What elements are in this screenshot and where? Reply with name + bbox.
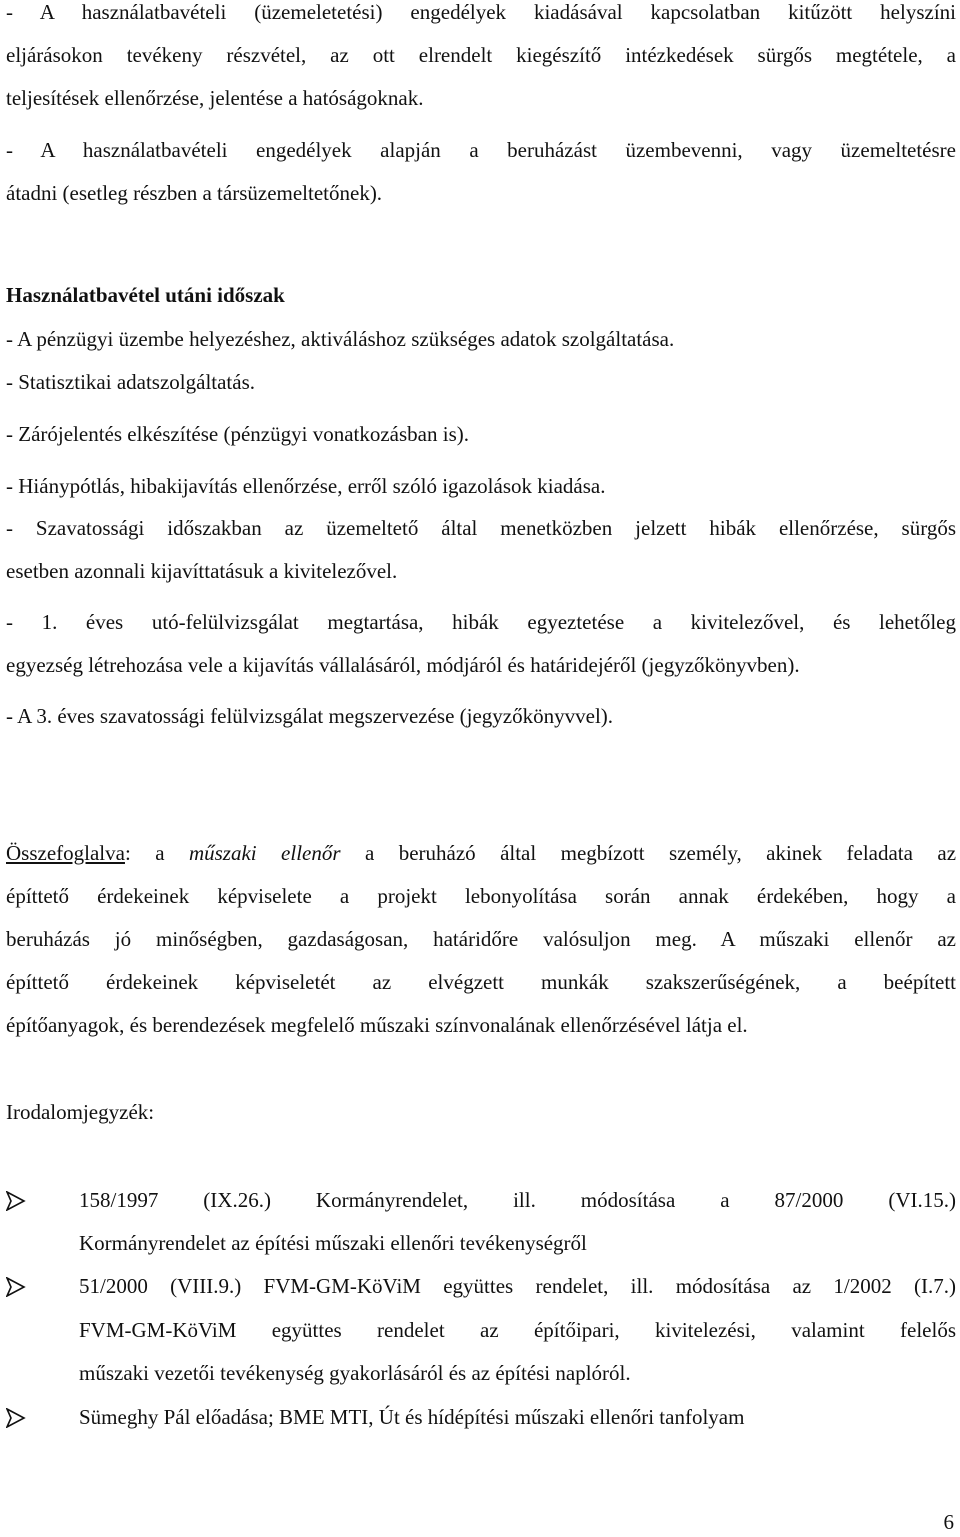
list-item-continuation: egyezség létrehozása vele a kijavítás vállalásáról, módjáról és határidejéről (jegyzőkönyvben). [6,653,800,677]
reference-item-line: Kormányrendelet az építési műszaki ellenőri tevékenységről [79,1231,587,1255]
summary-italic-term: műszaki ellenőr [188,841,341,865]
paragraph-line: - A használatbavételi (üzemeletetési) engedélyek kiadásával kapcsolatban kitűzött helyszíni [6,0,956,24]
paragraph-line: teljesítések ellenőrzése, jelentése a hatóságoknak. [6,86,424,110]
paragraph-line: eljárásokon tevékeny részvétel, az ott elrendelt kiegészítő intézkedések sürgős megtétele, a [6,43,956,67]
summary-text: a beruházó által megbízott személy, akinek feladata az [340,841,957,865]
paragraph-line: - A használatbavételi engedélyek alapján a beruházást üzembevenni, vagy üzemeltetésre [6,138,956,162]
paragraph-line: építtető érdekeinek képviselete a projekt lebonyolítása során annak érdekében, hogy a [6,884,956,908]
list-item: - Zárójelentés elkészítése (pénzügyi vonatkozásban is). [6,422,469,446]
list-item: - 1. éves utó-felülvizsgálat megtartása, hibák egyeztetése a kivitelezővel, és lehetőleg [6,610,956,634]
arrowhead-bullet-icon [6,1408,26,1428]
summary-label: Összefoglalva [6,841,125,865]
reference-item-line: 51/2000 (VIII.9.) FVM-GM-KöViM együttes rendelet, ill. módosítása az 1/2002 (I.7.) [79,1274,956,1298]
paragraph-line: átadni (esetleg részben a társüzemeltetőnek). [6,181,383,205]
list-item: - Statisztikai adatszolgáltatás. [6,370,256,394]
reference-item-line: Sümeghy Pál előadása; BME MTI, Út és hídépítési műszaki ellenőri tanfolyam [79,1405,745,1429]
arrowhead-bullet-icon [6,1191,26,1211]
arrowhead-bullet-icon [6,1277,26,1297]
paragraph-line: beruházás jó minőségben, gazdaságosan, határidőre valósuljon meg. A műszaki ellenőr az [6,927,956,951]
list-item: - A 3. éves szavatossági felülvizsgálat megszervezése (jegyzőkönyvvel). [6,704,614,728]
references-title: Irodalomjegyzék: [6,1100,155,1124]
reference-item-line: 158/1997 (IX.26.) Kormányrendelet, ill. módosítása a 87/2000 (VI.15.) [79,1188,956,1212]
summary-line-1 [6,843,956,864]
summary-colon: : a [124,841,189,865]
list-item-continuation: esetben azonnali kijavíttatásuk a kivitelezővel. [6,559,398,583]
reference-item-line: műszaki vezetői tevékenység gyakorlásáról és az építési naplóról. [79,1361,631,1385]
list-item: - Szavatossági időszakban az üzemeltető által menetközben jelzett hibák ellenőrzése, sürgős [6,516,956,540]
list-item: - A pénzügyi üzembe helyezéshez, aktiváláshoz szükséges adatok szolgáltatása. [6,327,675,351]
reference-item-line: FVM-GM-KöViM együttes rendelet az építőipari, kivitelezési, valamint felelős [79,1318,956,1342]
paragraph-line: építtető érdekeinek képviseletét az elvégzett munkák szakszerűségének, a beépített [6,970,956,994]
section-heading: Használatbavétel utáni időszak [6,283,285,307]
list-item: - Hiánypótlás, hibakijavítás ellenőrzése, erről szóló igazolások kiadása. [6,474,606,498]
page-number: 6 [943,1510,954,1534]
paragraph-line: építőanyagok, és berendezések megfelelő műszaki színvonalának ellenőrzésével látja el. [6,1013,748,1037]
